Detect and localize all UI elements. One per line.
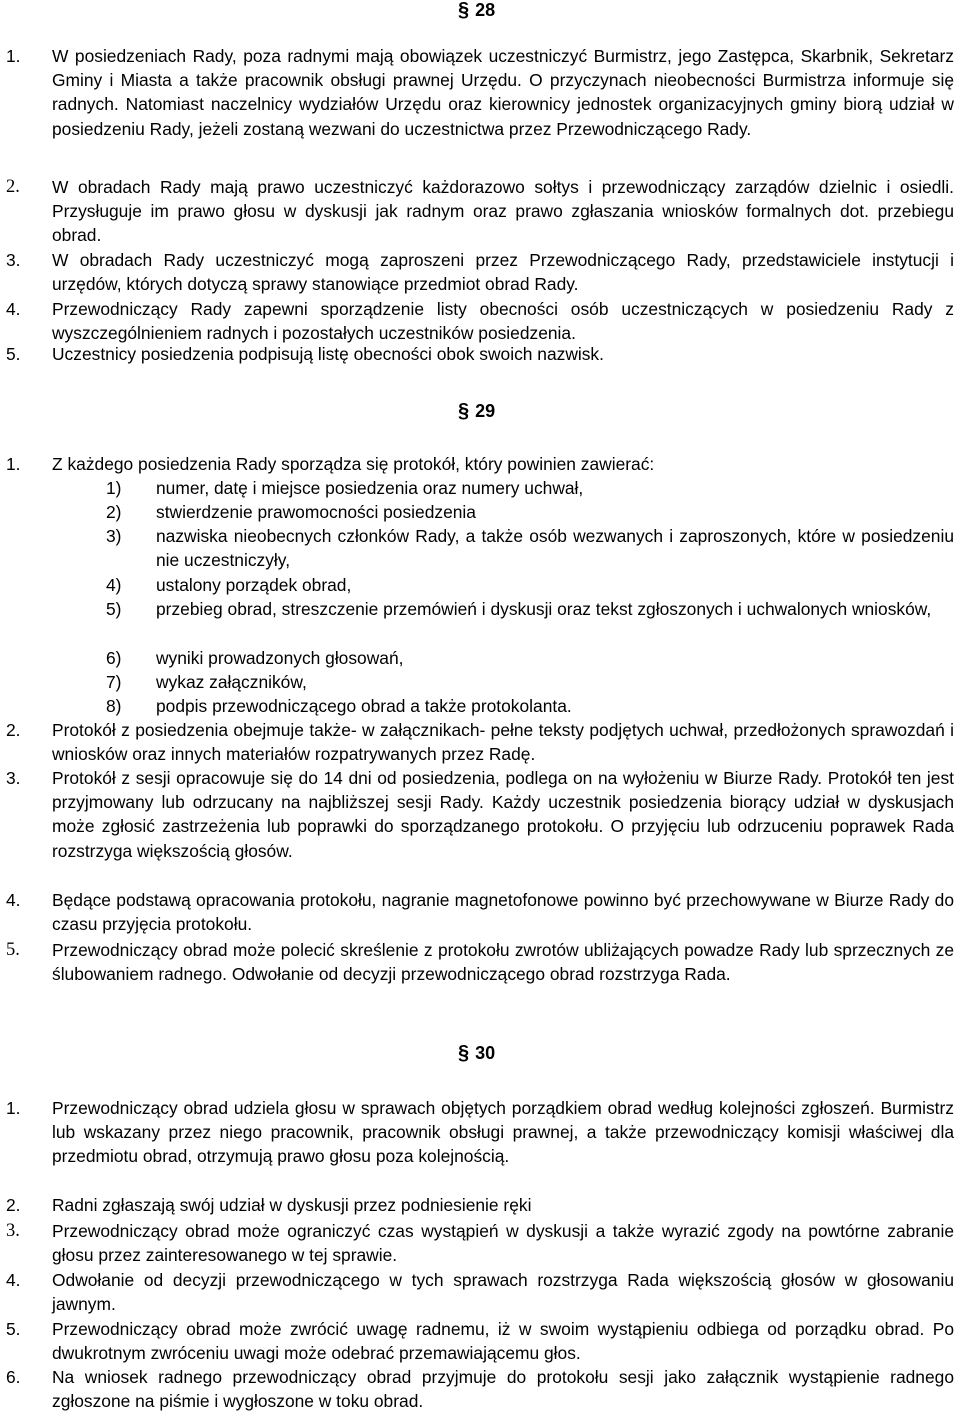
sub-item-number: 8)	[106, 696, 122, 716]
item-number: 1.	[6, 1098, 21, 1118]
item-text: Uczestnicy posiedzenia podpisują listę obecności obok swoich nazwisk.	[52, 344, 604, 364]
sub-item-number: 5)	[106, 599, 122, 619]
item-text: Z każdego posiedzenia Rady sporządza się protokół, który powinien zawierać:	[52, 454, 655, 474]
sub-item-text: stwierdzenie prawomocności posiedzenia	[156, 502, 476, 522]
sub-item-text: ustalony porządek obrad,	[156, 575, 352, 595]
list-item	[6, 1219, 954, 1267]
item-number: 2.	[6, 177, 20, 197]
item-number: 6.	[6, 1367, 21, 1387]
sub-list-item	[106, 694, 954, 718]
section-number: 30	[475, 1043, 496, 1063]
item-number: 4.	[6, 299, 21, 319]
sub-item-number: 7)	[106, 672, 122, 692]
list-item	[6, 175, 954, 248]
sub-list-item	[106, 646, 954, 670]
item-number: 5.	[6, 344, 21, 364]
section-heading-28	[458, 0, 495, 20]
item-text: Radni zgłaszają swój udział w dyskusji przez podniesienie ręki	[52, 1195, 532, 1215]
item-number: 4.	[6, 1270, 21, 1290]
sub-item-number: 3)	[106, 526, 122, 546]
item-number: 4.	[6, 890, 21, 910]
item-number: 3.	[6, 768, 21, 788]
list-item	[6, 342, 954, 366]
item-number: 5.	[6, 1319, 21, 1339]
item-text: Będące podstawą opracowania protokołu, nagranie magnetofonowe powinno być przechowywane w Biurze Rady do czasu przyjęcia protokołu.	[52, 890, 954, 935]
sub-item-text: przebieg obrad, streszczenie przemówień i dyskusji oraz tekst zgłoszonych i uchwalonych wniosków,	[156, 599, 932, 619]
item-text: Protokół z sesji opracowuje się do 14 dni od posiedzenia, podlega on na wyłożeniu w Biurze Rady. Protokół ten jest przyjmowany lub odrzucany na najbliższej sesji Rady. Każdy uczestnik posiedzenia biorący udział w dyskusjach może zgłosić zastrzeżenia lub poprawki do sporządzanego protokołu. O przyjęciu lub odrzuceniu poprawek Rada rozstrzyga większością głosów.	[52, 768, 954, 861]
list-item	[6, 44, 954, 141]
item-text: Na wniosek radnego przewodniczący obrad przyjmuje do protokołu sesji jako załącznik wystąpienie radnego zgłoszone na piśmie i wygłoszone w toku obrad.	[52, 1367, 954, 1412]
item-text: Odwołanie od decyzji przewodniczącego w tych sprawach rozstrzyga Rada większością głosów w głosowaniu jawnym.	[52, 1270, 954, 1315]
sub-list-item	[106, 670, 954, 694]
list-item	[6, 888, 954, 936]
sub-item-text: wykaz załączników,	[156, 672, 307, 692]
section-heading-29	[458, 401, 495, 421]
item-number: 2.	[6, 1195, 21, 1215]
item-number: 2.	[6, 720, 21, 740]
list-item	[6, 1317, 954, 1365]
item-text: Przewodniczący obrad może polecić skreślenie z protokołu zwrotów ubliżających powadze Rady lub sprzecznych ze ślubowaniem radnego. Odwołanie od decyzji przewodniczącego obrad rozstrzyga Rada.	[52, 940, 954, 985]
list-item	[6, 1096, 954, 1169]
item-text: Przewodniczący obrad udziela głosu w sprawach objętych porządkiem obrad według kolejności zgłoszeń. Burmistrz lub wskazany przez niego pracownik, pracownik obsługi prawnej, a także przewodniczący komisji właściwej dla przedmiotu obrad, otrzymują prawo głosu poza kolejnością.	[52, 1098, 954, 1167]
section-number: 28	[475, 0, 496, 20]
list-item	[6, 452, 954, 476]
item-number: 3.	[6, 1221, 20, 1241]
item-text: W obradach Rady mają prawo uczestniczyć każdorazowo sołtys i przewodniczący zarządów dzielnic i osiedli. Przysługuje im prawo głosu w dyskusji jak radnym oraz prawo zgłaszania wniosków formalnych dot. przebiegu obrad.	[52, 177, 954, 246]
sub-item-number: 1)	[106, 478, 122, 498]
list-item	[6, 766, 954, 863]
item-text: Przewodniczący Rady zapewni sporządzenie listy obecności osób uczestniczących w posiedzeniu Rady z wyszczególnieniem radnych i pozostałych uczestników posiedzenia.	[52, 299, 954, 344]
list-item	[6, 1365, 954, 1413]
sub-list-item	[106, 524, 954, 572]
sub-list-item	[106, 597, 954, 621]
item-number: 3.	[6, 250, 21, 270]
item-text: W posiedzeniach Rady, poza radnymi mają obowiązek uczestniczyć Burmistrz, jego Zastępca, Skarbnik, Sekretarz Gminy i Miasta a także pracownik obsługi prawnej Urzędu. O przyczynach nieobecności Burmistrza informuje się radnych. Natomiast naczelnicy wydziałów Urzędu oraz kierownicy jednostek organizacyjnych gminy biorą udział w posiedzeniu Rady, jeżeli zostaną wezwani do uczestnictwa przez Przewodniczącego Rady.	[52, 46, 954, 139]
sub-item-number: 4)	[106, 575, 122, 595]
sub-list-item	[106, 500, 954, 524]
sub-list-item	[106, 573, 954, 597]
item-text: Przewodniczący obrad może ograniczyć czas wystąpień w dyskusji a także wyrazić zgody na powtórne zabranie głosu przez zainteresowanego w tej sprawie.	[52, 1221, 954, 1266]
list-item	[6, 297, 954, 345]
sub-item-text: nazwiska nieobecnych członków Rady, a także osób wezwanych i zaproszonych, które w posiedzeniu nie uczestniczyły,	[156, 526, 954, 571]
paragraph-sign: §	[458, 1042, 470, 1064]
item-text: Protokół z posiedzenia obejmuje także- w załącznikach- pełne teksty podjętych uchwał, przedłożonych sprawozdań i wniosków oraz innych materiałów rozpatrywanych przez Radę.	[52, 720, 954, 765]
item-number: 1.	[6, 46, 21, 66]
item-number: 5.	[6, 940, 20, 960]
sub-item-number: 6)	[106, 648, 122, 668]
item-text: Przewodniczący obrad może zwrócić uwagę radnemu, iż w swoim wystąpieniu odbiega od porządku obrad. Po dwukrotnym zwróceniu uwagi może odebrać przemawiającemu głos.	[52, 1319, 954, 1364]
paragraph-sign: §	[458, 0, 470, 21]
list-item	[6, 718, 954, 766]
section-number: 29	[475, 401, 496, 421]
sub-item-text: wyniki prowadzonych głosowań,	[156, 648, 404, 668]
item-number: 1.	[6, 454, 21, 474]
list-item	[6, 938, 954, 986]
sub-item-number: 2)	[106, 502, 122, 522]
paragraph-sign: §	[458, 400, 470, 422]
list-item	[6, 1268, 954, 1316]
list-item	[6, 248, 954, 296]
list-item	[6, 1193, 954, 1217]
item-text: W obradach Rady uczestniczyć mogą zaproszeni przez Przewodniczącego Rady, przedstawiciele instytucji i urzędów, których dotyczą sprawy stanowiące przedmiot obrad Rady.	[52, 250, 954, 295]
sub-item-text: podpis przewodniczącego obrad a także protokolanta.	[156, 696, 572, 716]
sub-list-item	[106, 476, 954, 500]
sub-item-text: numer, datę i miejsce posiedzenia oraz numery uchwał,	[156, 478, 584, 498]
section-heading-30	[458, 1043, 495, 1063]
